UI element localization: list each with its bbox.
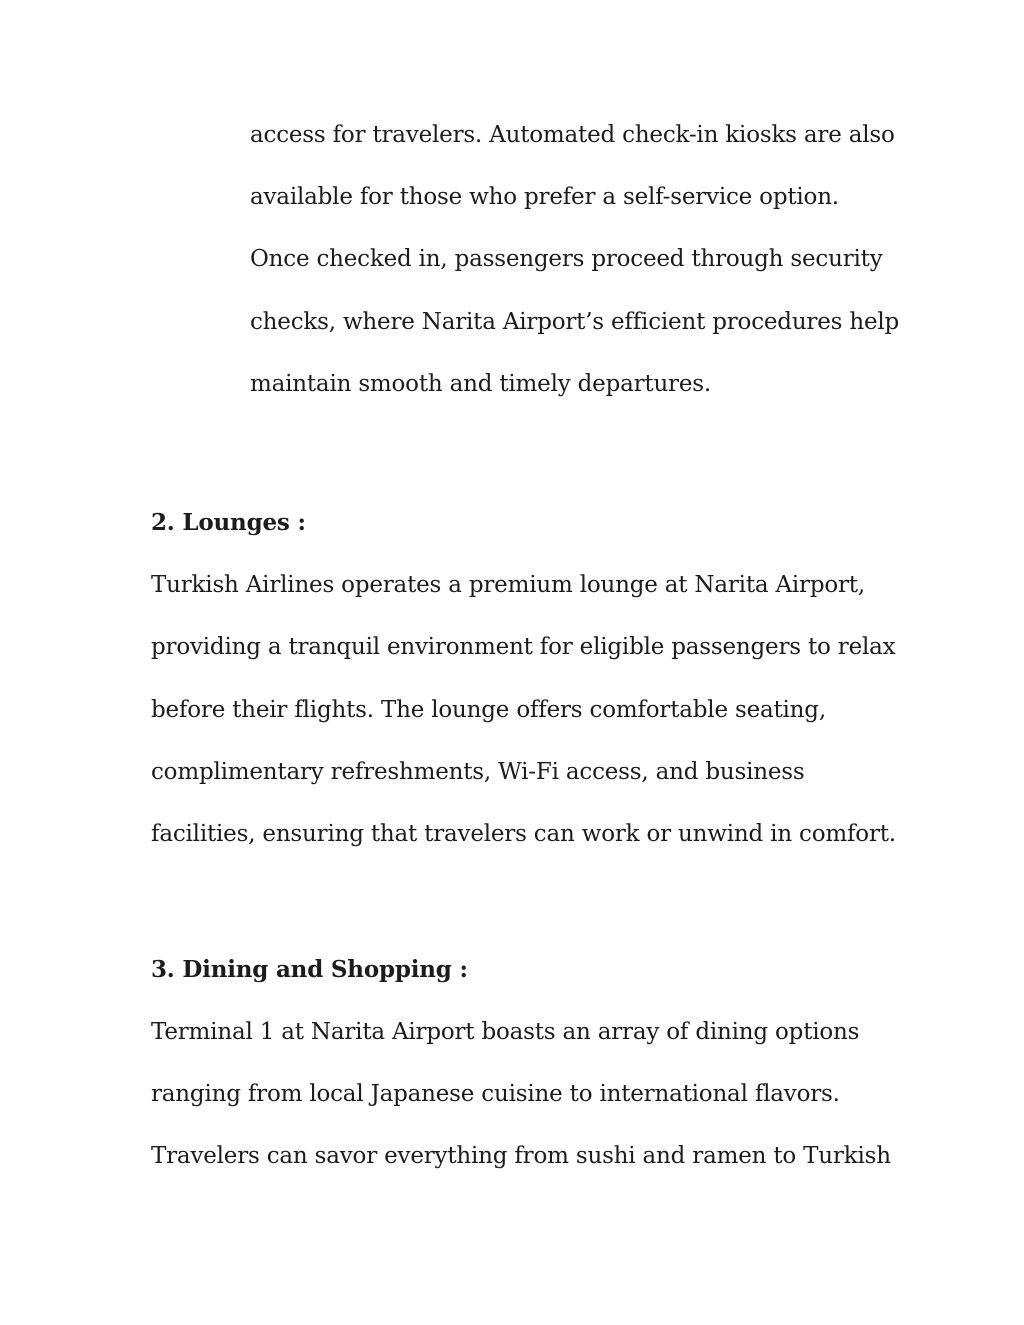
paragraph-line: checks, where Narita Airport’s efficient procedures help: [250, 309, 900, 335]
paragraph-line: access for travelers. Automated check-in kiosks are also: [250, 122, 895, 148]
paragraph-line: available for those who prefer a self-service option.: [250, 184, 839, 210]
section-heading: 3. Dining and Shopping :: [151, 956, 468, 983]
paragraph-line: Once checked in, passengers proceed through security: [250, 246, 883, 272]
paragraph-line: Terminal 1 at Narita Airport boasts an array of dining options: [151, 1019, 860, 1045]
paragraph-line: facilities, ensuring that travelers can work or unwind in comfort.: [151, 821, 896, 847]
paragraph-line: ranging from local Japanese cuisine to international flavors.: [151, 1081, 840, 1107]
paragraph-line: before their flights. The lounge offers comfortable seating,: [151, 697, 826, 723]
paragraph-line: Turkish Airlines operates a premium lounge at Narita Airport,: [151, 572, 865, 598]
paragraph-line: Travelers can savor everything from sushi and ramen to Turkish: [151, 1143, 891, 1169]
section-heading: 2. Lounges :: [151, 509, 306, 536]
paragraph-line: maintain smooth and timely departures.: [250, 371, 711, 397]
paragraph-line: providing a tranquil environment for eligible passengers to relax: [151, 634, 896, 660]
paragraph-line: complimentary refreshments, Wi-Fi access, and business: [151, 759, 805, 785]
